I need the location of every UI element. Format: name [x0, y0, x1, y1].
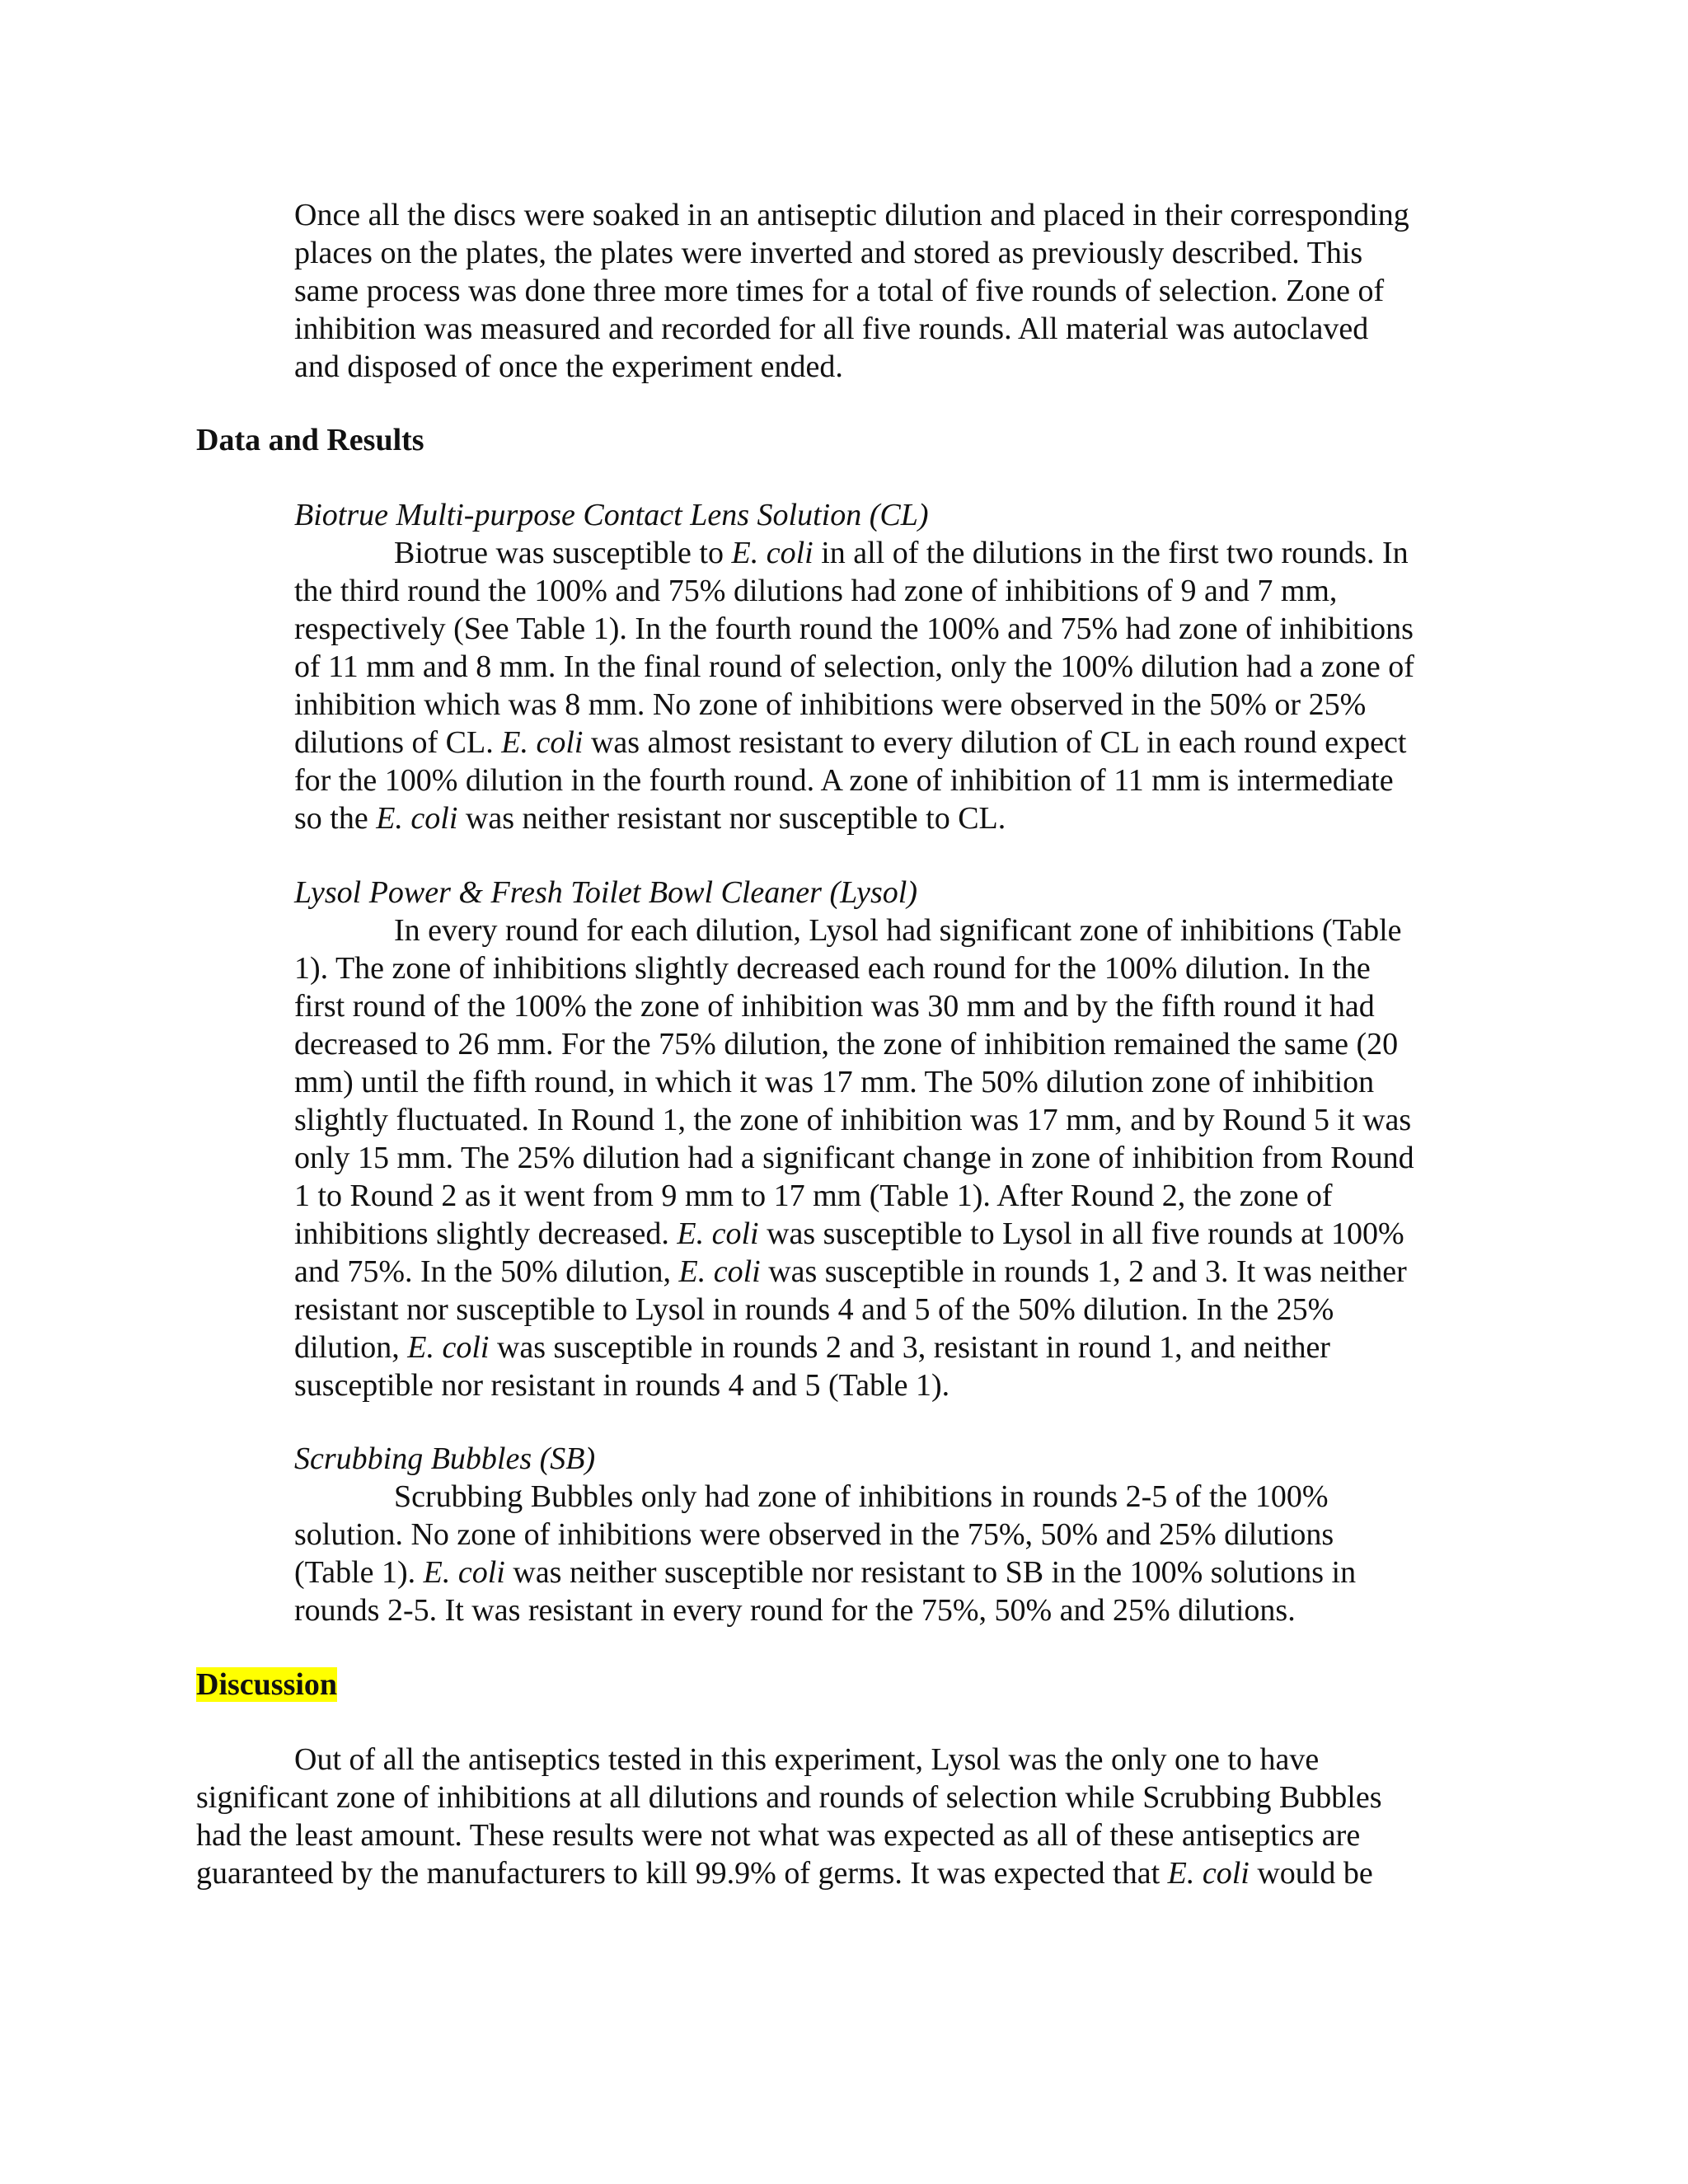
cl-line-3: respectively (See Table 1). In the fourth round the 100% and 75% had zone of inhibitions — [294, 612, 1414, 646]
intro-line-4: inhibition was measured and recorded for all five rounds. All material was autoclaved — [294, 312, 1369, 346]
discussion-line-2: significant zone of inhibitions at all dilutions and rounds of selection while Scrubbing Bubbles — [196, 1780, 1382, 1815]
discussion-line-3: had the least amount. These results were not what was expected as all of these antiseptics are — [196, 1818, 1361, 1853]
lysol-line-7: only 15 mm. The 25% dilution had a significant change in zone of inhibition from Round — [294, 1141, 1414, 1175]
cl-line-7: for the 100% dilution in the fourth round. A zone of inhibition of 11 mm is intermediate — [294, 763, 1394, 798]
discussion-heading — [196, 1666, 337, 1704]
lysol-line-1: In every round for each dilution, Lysol had significant zone of inhibitions (Table — [394, 913, 1402, 948]
sb-line-2: solution. No zone of inhibitions were observed in the 75%, 50% and 25% dilutions — [294, 1517, 1334, 1552]
lysol-line-4: decreased to 26 mm. For the 75% dilution, the zone of inhibition remained the same (20 — [294, 1027, 1399, 1062]
sb-line-1: Scrubbing Bubbles only had zone of inhibitions in rounds 2-5 of the 100% — [394, 1479, 1329, 1514]
cl-line-4: of 11 mm and 8 mm. In the final round of selection, only the 100% dilution had a zone of — [294, 649, 1414, 684]
discussion-line-4: guaranteed by the manufacturers to kill 99.9% of germs. It was expected that E. coli would be — [196, 1856, 1373, 1891]
cl-line-2: the third round the 100% and 75% dilutions had zone of inhibitions of 9 and 7 mm, — [294, 574, 1338, 608]
intro-line-2: places on the plates, the plates were inverted and stored as previously described. This — [294, 236, 1363, 270]
sb-line-3: (Table 1). E. coli was neither susceptible nor resistant to SB in the 100% solutions in — [294, 1555, 1357, 1590]
cl-subheading: Biotrue Multi-purpose Contact Lens Solution (CL) — [294, 498, 929, 532]
cl-line-1: Biotrue was susceptible to E. coli in all of the dilutions in the first two rounds. In — [394, 536, 1409, 570]
lysol-line-8: 1 to Round 2 as it went from 9 mm to 17 mm (Table 1). After Round 2, the zone of — [294, 1179, 1333, 1213]
lysol-line-10: and 75%. In the 50% dilution, E. coli was susceptible in rounds 1, 2 and 3. It was neither — [294, 1254, 1407, 1289]
discussion-line-1: Out of all the antiseptics tested in this experiment, Lysol was the only one to have — [294, 1742, 1320, 1777]
lysol-line-13: susceptible nor resistant in rounds 4 and 5 (Table 1). — [294, 1368, 950, 1403]
lysol-line-5: mm) until the fifth round, in which it was 17 mm. The 50% dilution zone of inhibition — [294, 1065, 1375, 1099]
sb-subheading: Scrubbing Bubbles (SB) — [294, 1441, 596, 1476]
lysol-line-6: slightly fluctuated. In Round 1, the zone of inhibition was 17 mm, and by Round 5 it was — [294, 1103, 1412, 1137]
results-heading: Data and Results — [196, 423, 424, 457]
discussion-heading-highlight: Discussion — [196, 1667, 338, 1702]
cl-line-5: inhibition which was 8 mm. No zone of inhibitions were observed in the 50% or 25% — [294, 687, 1367, 722]
lysol-subheading: Lysol Power & Fresh Toilet Bowl Cleaner (Lysol) — [294, 875, 917, 910]
sb-line-4: rounds 2-5. It was resistant in every round for the 75%, 50% and 25% dilutions. — [294, 1593, 1296, 1628]
lysol-line-12: dilution, E. coli was susceptible in rounds 2 and 3, resistant in round 1, and neither — [294, 1330, 1330, 1365]
intro-line-1: Once all the discs were soaked in an antiseptic dilution and placed in their corresponding — [294, 198, 1409, 232]
intro-line-3: same process was done three more times for a total of five rounds of selection. Zone of — [294, 274, 1385, 308]
lysol-line-9: inhibitions slightly decreased. E. coli was susceptible to Lysol in all five rounds at 100% — [294, 1216, 1404, 1251]
cl-line-8: so the E. coli was neither resistant nor susceptible to CL. — [294, 801, 1006, 836]
lysol-line-2: 1). The zone of inhibitions slightly decreased each round for the 100% dilution. In the — [294, 951, 1371, 986]
lysol-line-3: first round of the 100% the zone of inhibition was 30 mm and by the fifth round it had — [294, 989, 1375, 1024]
cl-line-6: dilutions of CL. E. coli was almost resistant to every dilution of CL in each round expect — [294, 725, 1407, 760]
lysol-line-11: resistant nor susceptible to Lysol in rounds 4 and 5 of the 50% dilution. In the 25% — [294, 1292, 1334, 1327]
intro-line-5: and disposed of once the experiment ended. — [294, 349, 843, 384]
